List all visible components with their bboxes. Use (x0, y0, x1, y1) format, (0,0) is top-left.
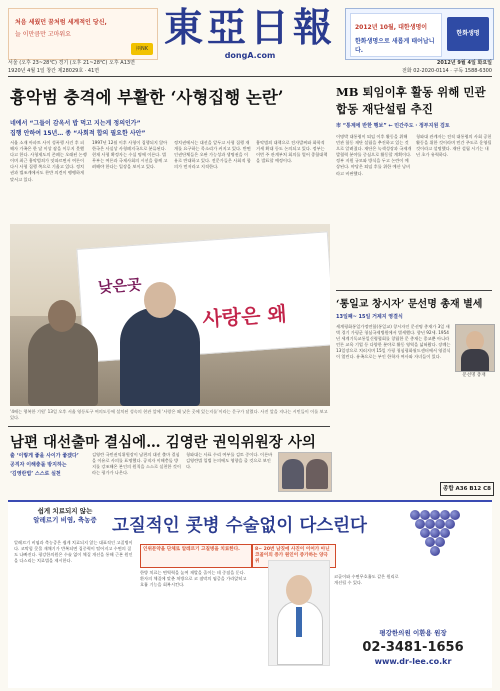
clinic-url[interactable]: www.dr-lee.co.kr (374, 657, 452, 666)
right-ad-textbox (350, 13, 442, 57)
masthead-right-ad[interactable] (345, 8, 494, 60)
grapes-illustration (400, 506, 488, 566)
ad-title[interactable]: 고질적인 콧병 수술없이 다스린다 (112, 516, 367, 536)
right-divider (336, 290, 492, 291)
lead-photo-caption: ‘4배는 행복한 기원’ 13일 오후 서울 영등포구 여의도동에 설치된 성숙의 현관 앞에 ‘사랑은 왜 낮은 곳에 있는지를’이라는 문구가 달렸다. 사진 앞을 지나는 시민들이 이를 보고 있다. (10, 409, 328, 420)
lead-column-2: 1997년 12월 이후 사형이 집행되지 않아 한국은 사실상 사형폐지국으로 분류된다. 현재 사형 확정자는 수십 명에 이른다. 법무부는 여론과 국제사회의 시선을 함께 고려해야 한다는 입장을 보이고 있다. (92, 140, 168, 170)
right-column-3: 세계평화통일가정연합(통일교) 창시자인 문선명 총재가 3일 새벽 경기 가평군 청심국제병원에서 별세했다. 향년 92세. 1954년 세계기독교통일신령협회를 창립한 문 총재는 종교뿐 아니라 언론 교육 기업 등 다양한 분야로 활동 영역을 넓혀왔다. 장례는 13일장으로 치러지며 15일 가평 청심평화월드센터에서 영결식이 열린다. 유족으로는 부인 한학자 여사와 자녀들이 있다. (336, 324, 451, 360)
section-divider (8, 426, 330, 427)
contact-info: 전화 02-2020-0114 · 구독 1588-6300 (402, 68, 492, 74)
ad-sub-left (20, 506, 110, 524)
lead-headline[interactable]: 흉악범 충격에 부활한 ‘사형집행 논란’ (10, 88, 284, 107)
doctor-photo (268, 560, 330, 666)
ad-sub-line2: 알레르기 비염, 축농증 (33, 516, 97, 524)
second-column-2: 청와대는 사표 수리 여부를 검토 중이다. 이른바 김영란법 입법 논의에도 영향을 줄 것으로 보인다. (186, 452, 273, 470)
second-photo[interactable] (278, 452, 332, 492)
second-sub3: ‘김영란법’ 스스로 실천 (10, 471, 61, 477)
ad-column-2: 한방 치료는 면역력을 높여 재발을 줄이는 데 중점을 둔다. 환자의 체질에 맞춘 처방으로 코 점막의 염증을 가라앉히고 호흡 기능을 회복시킨다. (140, 570, 247, 588)
ad-red-box-2: 8~ 20번 남짓에 사진이 이어가 아닌 코골이의 증가 원인이 증가하는 양극 위 (252, 544, 336, 568)
ad-red-box-1: 인위문약을 단체로 알레르기 고질병을 치료한다. (140, 544, 252, 568)
lead-sub1: 네에서 “그들이 감옥서 밥 먹고 지는게 정의인가” (10, 120, 141, 127)
lead-sub2: 집행 안하여 15년… 종 “사회적 합의 필요한 사안” (10, 130, 146, 137)
second-headline[interactable]: 남편 대선출마 결심에… 김영란 권익위원장 사의 (10, 434, 316, 451)
ad-column-3: 코골이와 수면무호흡도 같은 원리로 개선될 수 있다. (334, 574, 399, 586)
newspaper-title: 東亞日報 (163, 5, 336, 51)
right-ad-badge: 한화생명 (447, 17, 489, 51)
lead-column-4: 흉악범죄 대책으로 전자발찌와 화학적 거세 확대 등도 논의되고 있다. 정부는 이번 주 관계부처 회의를 열어 종합대책을 발표할 예정이다. (256, 140, 328, 164)
masthead-left-ad[interactable] (8, 8, 158, 60)
left-ad-line2: 늘 이만큼만 고마워요 (15, 31, 71, 38)
person-figure-right (120, 308, 200, 406)
right-headline[interactable]: MB 퇴임이후 활동 위해 민관합동 재단설립 추진 (336, 85, 486, 116)
right-sub-2: 13일째~ 15일 거제지 영결식 (336, 314, 403, 320)
section-index[interactable]: 종합 A36 B12 C8 (440, 482, 494, 496)
banner-sign: 낮은곳 사랑은 왜 (76, 231, 330, 362)
second-column-1: 김영란 국민권익위원장이 남편의 대선 출마 결심을 이유로 사의를 표명했다. 공직자 이해충돌 방지를 강조해온 본인의 원칙을 스스로 실천한 것이라는 평가가 나온다. (92, 452, 181, 476)
left-ad-logo: ㈜NK (131, 43, 153, 55)
lead-column-3: 정치권에서는 대선을 앞두고 사형 집행 재개를 요구하는 목소리가 커지고 있다. 반면 인권단체들은 오판 가능성과 생명권을 이유로 반대하고 있다. 전문가들은 사회적 합의가 먼저라고 지적한다. (174, 140, 251, 170)
issue-date: 2012년 9월 4일 화요일 (436, 60, 492, 66)
right-column-1: 이명박 대통령이 퇴임 이후 활동을 위해 민관 합동 재단 설립을 추진하고 있는 것으로 알려졌다. 재단은 녹색성장과 국제개발협력 분야를 중심으로 활동할 계획이다. 정부 지원 규모와 방식을 두고 논란이 예상된다. 야당은 퇴임 후를 위한 예산 낭비라고 비판했다. (336, 134, 412, 176)
right-column-2: 청와대 관계자는 전직 대통령의 사회 공헌 활동을 위한 것이라며 민간 주도로 운영될 것이라고 설명했다. 재단 설립 시기는 내년 초가 유력하다. (416, 134, 492, 158)
person-figure-left (28, 322, 98, 406)
second-sub1: 출 ‘이렇게 좋을 사이가 좋겠다’ (10, 453, 79, 459)
right-sub: 市 “통계에 반한 행보” ← 민간주도 · 정부지원 검토 (336, 123, 450, 129)
second-sub2: 공직자 이해충돌 방지하는 (10, 462, 67, 468)
lead-column-1: 서울 소재 아파트 사이 성폭행 사건 후 피해자 가족은 한 달 이상 잠을 이루지 못했다고 한다. 사형제도의 존폐는 오래된 논쟁이며 최근 흉악범죄가 잇따르면서 여론이 다시 사형 집행 쪽으로 기울고 있다. 정치권과 법조계에서도 찬반 의견이 팽팽하게 맞서고 있다. (10, 140, 87, 182)
newspaper-domain[interactable]: dongA.com (224, 51, 276, 60)
left-ad-line1: 처음 세웠던 꿈처럼 세계적인 당신, (15, 19, 107, 26)
clinic-name: 평강한의원 이환용 원장 (379, 629, 447, 637)
masthead-divider (8, 76, 492, 77)
right-headline-2[interactable]: ‘통일교 창시자’ 문선명 총재 별세 (336, 299, 483, 310)
weather-info: 서울 (오후 23~28℃) 경기 (오후 21~28℃) 오후 A13면 (8, 60, 135, 66)
right-ad-line1: 2012년 10월, 대한생명이 (355, 24, 428, 31)
ad-sub-line1: 쉽게 치료되지 않는 (37, 507, 93, 515)
masthead-info-row (8, 59, 492, 75)
lead-photo[interactable] (10, 224, 330, 406)
portrait-caption: 문선명 총재 (462, 373, 486, 378)
clinic-contact-box[interactable] (338, 628, 488, 680)
moon-portrait[interactable] (455, 324, 495, 372)
ad-column-1: 알레르기 비염과 축농증은 쉽게 치료되지 않는 대표적인 고질병이다. 코막힘 콧물 재채기가 반복되면 집중력이 떨어지고 수면의 질도 나빠진다. 평강한의원은 수술 없이 체질 개선을 통해 근본 원인을 다스리는 치료법을 제시한다. (14, 540, 133, 564)
issue-info: 1920년 4월 1일 창간 제28029호 · 41면 (8, 68, 100, 74)
right-ad-line2: 한화생명으로 새롭게 태어납니다. (355, 38, 435, 54)
clinic-phone[interactable]: 02-3481-1656 (362, 640, 464, 655)
